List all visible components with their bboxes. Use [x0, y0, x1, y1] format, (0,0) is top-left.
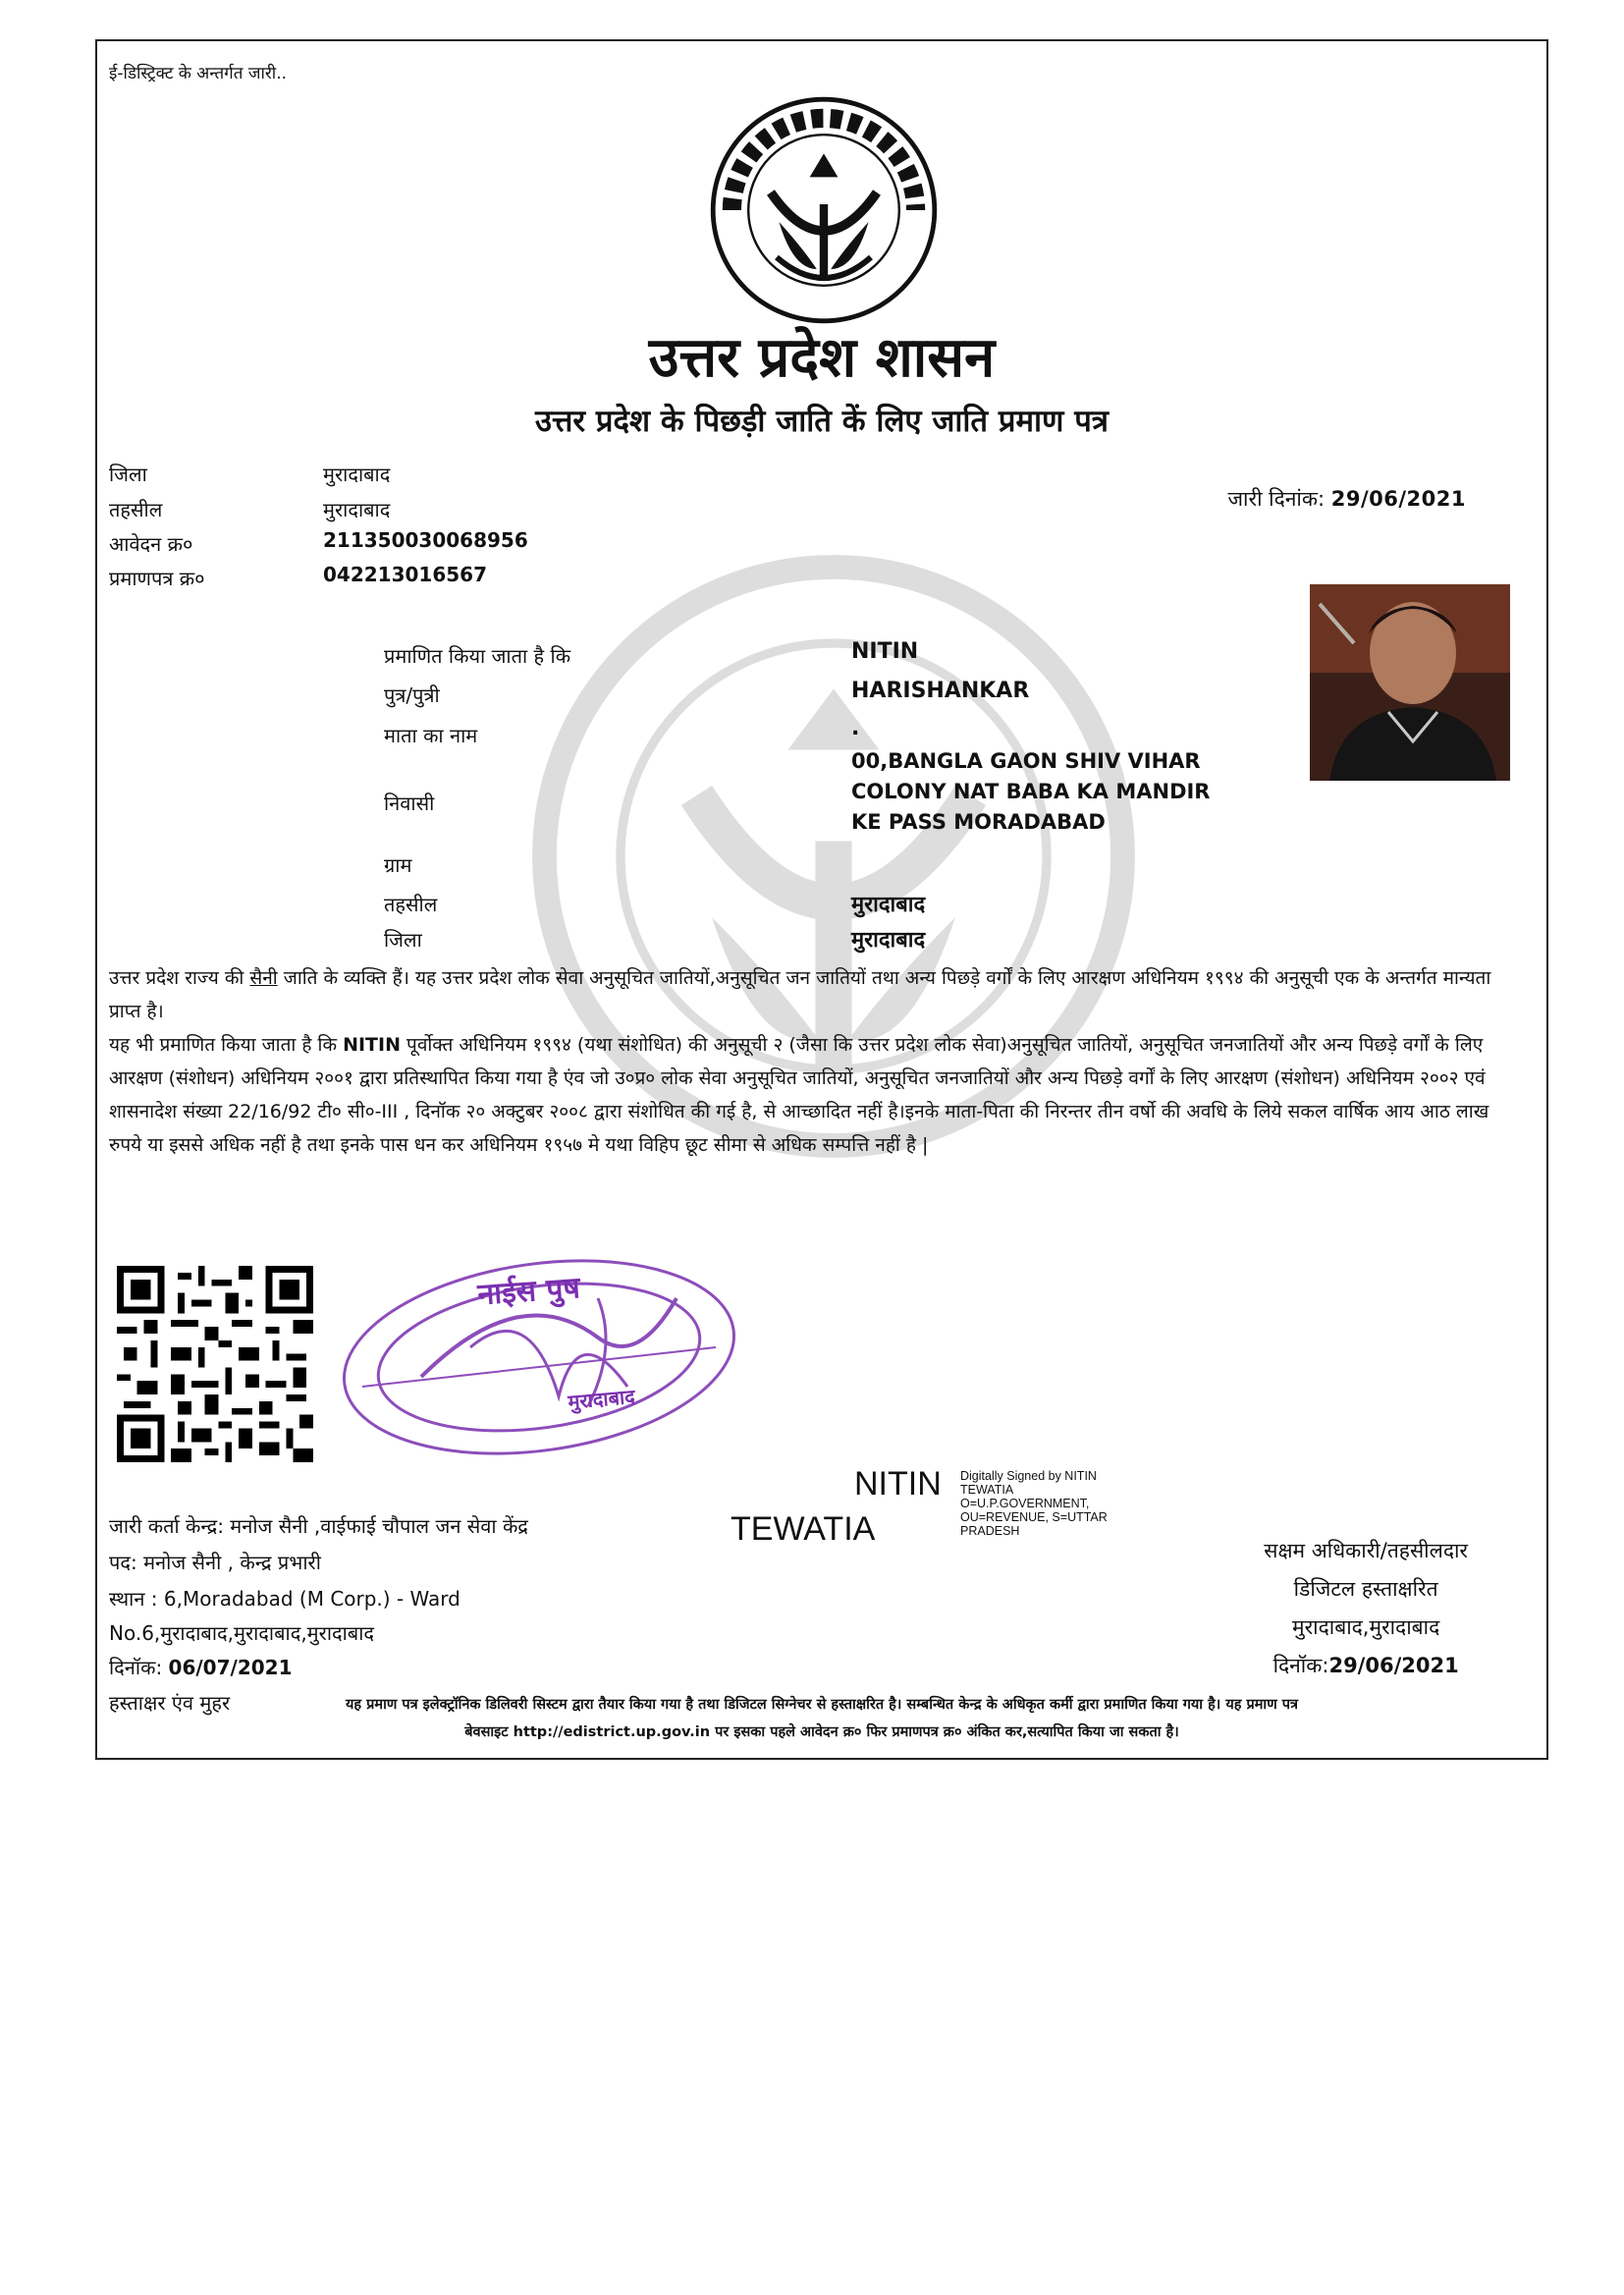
issuer-date [109, 1651, 292, 1684]
issuer-place: स्थान : 6,Moradabad (M Corp.) - Ward [109, 1587, 460, 1611]
authority-block [1264, 1532, 1468, 1685]
caste-paragraph [109, 961, 1523, 1028]
rubber-stamp-with-signature [303, 1239, 814, 1495]
issue-date-label: जारी दिनांक: [1227, 487, 1326, 511]
tehsil-value: मुरादाबाद [323, 498, 391, 521]
authority-place: मुरादाबाद,मुरादाबाद [1292, 1615, 1440, 1639]
authority-title: सक्षम अधिकारी/तहसीलदार [1264, 1539, 1468, 1562]
signature-detail-line: O=U.P.GOVERNMENT, [960, 1497, 1090, 1510]
issue-date-value: 29/06/2021 [1330, 487, 1466, 511]
mother-label: माता का नाम [384, 724, 478, 747]
district-label: जिला [109, 463, 147, 486]
detail-tehsil-label: तहसील [384, 893, 438, 916]
address-line: KE PASS MORADABAD [851, 810, 1106, 834]
caste-name: सैनी [249, 967, 278, 989]
issuer-post: पद: मनोज सैनी , केन्द्र प्रभारी [109, 1551, 321, 1574]
certificate-number-value: 042213016567 [323, 563, 487, 586]
mother-name: . [851, 716, 860, 740]
address-line: 00,BANGLA GAON SHIV VIHAR [851, 749, 1201, 773]
village-label: ग्राम [384, 853, 412, 877]
signature-detail-line: Digitally Signed by NITIN [960, 1469, 1097, 1483]
resident-label: निवासी [384, 792, 435, 815]
qr-code [117, 1266, 313, 1462]
detail-tehsil-value: मुरादाबाद [851, 893, 926, 917]
paragraph-applicant-name: NITIN [343, 1034, 401, 1056]
issuer-date-value: 06/07/2021 [168, 1656, 293, 1679]
footer-line: बेवसाइट http://edistrict.up.gov.in पर इसका पहले आवेदन क्र० फिर प्रमाणपत्र क्र० अंकित कर,सत्यापित किया जा सकता है। [464, 1724, 1179, 1740]
signature-detail-line: OU=REVENUE, S=UTTAR [960, 1510, 1108, 1524]
address-block [851, 746, 1210, 838]
paragraph-text: यह भी प्रमाणित किया जाता है कि [109, 1034, 344, 1056]
certificate-title: उत्तर प्रदेश शासन [648, 325, 996, 390]
eligibility-paragraph [109, 1028, 1523, 1162]
signer-name-line: TEWATIA [731, 1510, 876, 1548]
district-value: मुरादाबाद [323, 463, 391, 486]
authority-signed: डिजिटल हस्ताक्षरित [1293, 1577, 1438, 1601]
application-number-value: 211350030068956 [323, 528, 528, 552]
authority-date-value: 29/06/2021 [1328, 1654, 1459, 1677]
footer-note [97, 1691, 1546, 1746]
stamp-text: नाईस पुष [476, 1271, 581, 1313]
detail-district-label: जिला [384, 928, 422, 952]
authority-date-label: दिनॉक: [1272, 1654, 1329, 1677]
person-photo-icon [1310, 584, 1510, 781]
paragraph-text: पूर्वोक्त अधिनियम १९९४ (यथा संशोधित) की अनुसूची २ (जैसा कि उत्तर प्रदेश लोक सेवा)अनुसूचित जातियों, अनुसूचित जनजातियों और अन्य पिछड़े वर्गों के लिए आरक्षण (संशोधन) अधिनियम २००१ द्वारा प्रतिस्थापित किया गया है एंव जो उ०प्र० लोक सेवा अनुसूचित जातियों, अनुसूचित जनजातियों और अन्य पिछड़े वर्गों के लिए आरक्षण (संशोधन) अधिनियम २००२ एवं शासनादेश संख्या 22/16/92 टी० सी०-III , दिनॉक २० अक्टुबर २००८ द्वारा संशोधित की गई है, से आच्छादित नहीं है।इनके माता-पिता की निरन्तर तीन वर्षो की अवधि के लिये सकल वार्षिक आय आठ लाख रुपये या इससे अधिक नहीं है तथा इनके पास धन कर अधिनियम १९५७ मे यथा विहिप छूट सीमा से अधिक सम्पत्ति नहीं है | [109, 1034, 1489, 1156]
detail-district-value: मुरादाबाद [851, 928, 926, 953]
issuer-place: No.6,मुरादाबाद,मुरादाबाद,मुरादाबाद [109, 1621, 375, 1645]
tehsil-label: तहसील [109, 498, 163, 521]
certificate-number-label: प्रमाणपत्र क्र० [109, 567, 205, 590]
digital-signature [731, 1465, 1172, 1573]
signer-name-line: NITIN [854, 1465, 942, 1503]
applicant-photo [1310, 584, 1510, 781]
issuer-date-label: दिनॉक: [109, 1656, 169, 1679]
signature-detail-line: PRADESH [960, 1524, 1020, 1538]
applicant-name: NITIN [851, 639, 919, 664]
certificate-subtitle: उत्तर प्रदेश के पिछड़ी जाति कें लिए जाति प्रमाण पत्र [535, 404, 1109, 439]
authority-date [1264, 1647, 1468, 1685]
issuer-centre: जारी कर्ता केन्द्र: मनोज सैनी ,वाईफाई चौपाल जन सेवा केंद्र [109, 1514, 528, 1538]
issued-note: ई-डिस्ट्रिक्ट के अन्तर्गत जारी.. [109, 64, 288, 83]
address-line: COLONY NAT BABA KA MANDIR [851, 780, 1211, 803]
certificate [95, 39, 1548, 1760]
signature-detail [960, 1469, 1108, 1538]
paragraph-text: उत्तर प्रदेश राज्य की [109, 967, 250, 989]
paragraph-text: जाति के व्यक्ति हैं। यह उत्तर प्रदेश लोक सेवा अनुसूचित जातियों,अनुसूचित जन जातियों तथा अन्य पिछड़े वर्गों के लिए आरक्षण अधिनियम १९९४ की अनुसूची एक के अन्तर्गत मान्यता प्राप्त है। [109, 967, 1491, 1022]
parent-label: पुत्र/पुत्री [384, 683, 440, 707]
issue-date [1227, 485, 1466, 513]
signature-detail-line: TEWATIA [960, 1483, 1014, 1497]
certify-label: प्रमाणित किया जाता है कि [384, 644, 571, 668]
signature-label: हस्ताक्षर एंव मुहर [109, 1691, 231, 1715]
footer-line: यह प्रमाण पत्र इलेक्ट्रॉनिक डिलिवरी सिस्टम द्वारा तैयार किया गया है तथा डिजिटल सिग्नेचर से हस्ताक्षरित है। सम्बन्धित केन्द्र के अधिकृत कर्मी द्वारा प्रमाणित किया गया है। यह प्रमाण पत्र [346, 1697, 1298, 1713]
parent-name: HARISHANKAR [851, 679, 1030, 703]
stamp-text: मुरादाबाद [567, 1384, 636, 1414]
up-government-emblem-icon [706, 92, 942, 328]
application-number-label: आवेदन क्र० [109, 532, 193, 556]
